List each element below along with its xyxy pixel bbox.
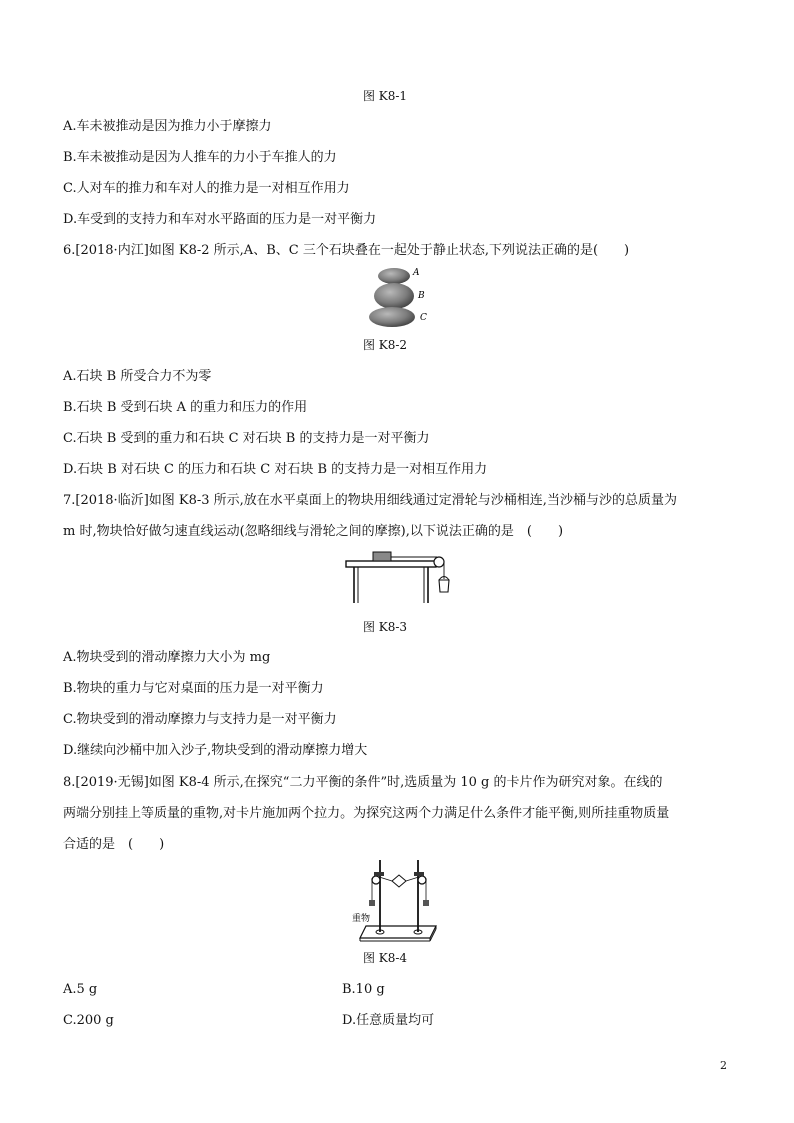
stone-b <box>374 283 414 309</box>
figure-caption-k8-4: 图 K8-4 <box>362 951 408 965</box>
two-force-balance-figure <box>352 856 442 944</box>
figure-caption-k8-3: 图 K8-3 <box>362 620 408 634</box>
q6-option-a: A.石块 B 所受合力不为零 <box>63 369 212 384</box>
q7-stem-line-1: 7.[2018·临沂]如图 K8-3 所示,放在水平桌面上的物块用细线通过定滑轮与沙桶相连,当沙桶与沙的总质量为 <box>63 493 677 508</box>
q5-option-c: C.人对车的推力和车对人的推力是一对相互作用力 <box>63 181 350 196</box>
stone-label-c: C <box>420 313 427 323</box>
q7-stem-line-2: m 时,物块恰好做匀速直线运动(忽略细线与滑轮之间的摩擦),以下说法正确的是 ( ) <box>63 524 564 539</box>
stone-c <box>369 307 415 327</box>
block <box>373 552 391 561</box>
q7-option-d: D.继续向沙桶中加入沙子,物块受到的滑动摩擦力增大 <box>63 743 368 758</box>
q8-option-b: B.10 g <box>342 982 385 997</box>
q6-option-b: B.石块 B 受到石块 A 的重力和压力的作用 <box>63 400 308 415</box>
q8-option-c: C.200 g <box>63 1013 114 1028</box>
stone-label-b: B <box>418 291 425 301</box>
q7-option-b: B.物块的重力与它对桌面的压力是一对平衡力 <box>63 681 324 696</box>
card <box>392 875 406 887</box>
q8-stem-line-2: 两端分别挂上等质量的重物,对卡片施加两个拉力。为探究这两个力满足什么条件才能平衡,则所挂重物质量 <box>63 806 670 821</box>
q6-stem: 6.[2018·内江]如图 K8-2 所示,A、B、C 三个石块叠在一起处于静止状态,下列说法正确的是( ) <box>63 243 630 258</box>
q5-option-a: A.车未被推动是因为推力小于摩擦力 <box>63 119 272 134</box>
weight-label: 重物 <box>352 914 371 924</box>
pulley <box>434 557 444 567</box>
figure-caption-k8-2: 图 K8-2 <box>362 338 408 352</box>
right-weight <box>423 900 429 906</box>
q8-option-d: D.任意质量均可 <box>342 1013 435 1028</box>
q8-stem-line-1: 8.[2019·无锡]如图 K8-4 所示,在探究“二力平衡的条件”时,选质量为 10 g 的卡片作为研究对象。在线的 <box>63 775 663 790</box>
figure-caption-k8-1: 图 K8-1 <box>362 89 408 103</box>
table-pulley-figure <box>344 549 454 607</box>
q5-option-d: D.车受到的支持力和车对水平路面的压力是一对平衡力 <box>63 212 377 227</box>
stone-a <box>378 268 410 284</box>
left-weight <box>369 900 375 906</box>
q8-stem-line-3: 合适的是 ( ) <box>63 837 165 852</box>
q5-option-b: B.车未被推动是因为人推车的力小于车推人的力 <box>63 150 337 165</box>
q6-option-c: C.石块 B 受到的重力和石块 C 对石块 B 的支持力是一对平衡力 <box>63 431 430 446</box>
sand-bucket <box>439 580 449 592</box>
q8-option-a: A.5 g <box>63 982 98 997</box>
q7-option-a: A.物块受到的滑动摩擦力大小为 mg <box>63 650 271 665</box>
q7-option-c: C.物块受到的滑动摩擦力与支持力是一对平衡力 <box>63 712 337 727</box>
stone-label-a: A <box>413 268 420 278</box>
table-top <box>346 561 436 567</box>
page-number: 2 <box>720 1059 727 1072</box>
base-board <box>360 926 436 938</box>
stacked-stones-figure <box>366 266 436 330</box>
q6-option-d: D.石块 B 对石块 C 的压力和石块 C 对石块 B 的支持力是一对相互作用力 <box>63 462 488 477</box>
